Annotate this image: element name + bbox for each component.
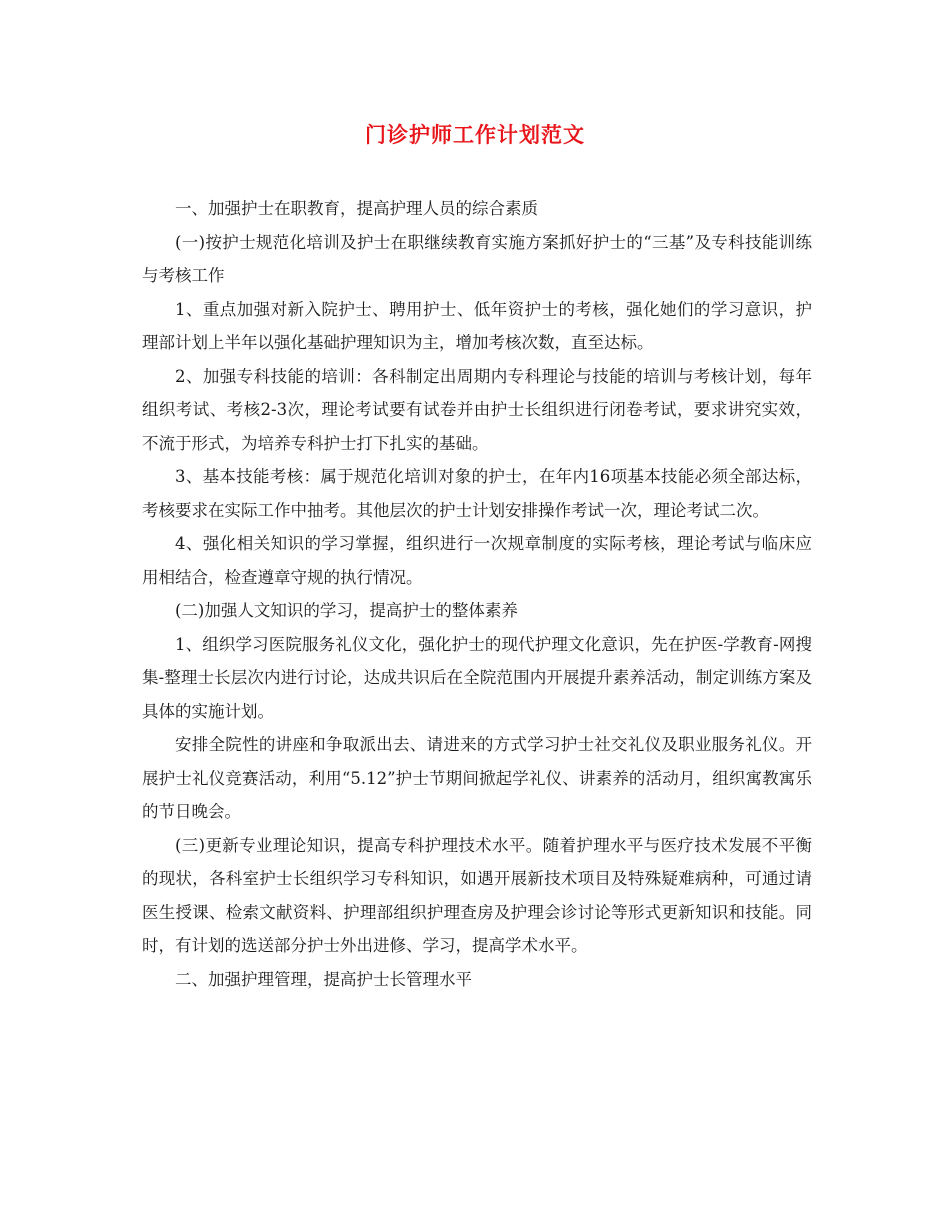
paragraph-subsection-2-item-1: 1、组织学习医院服务礼仪文化，强化护士的现代护理文化意识，先在护医-学教育-网搜集-整理士长层次内进行讨论，达成共识后在全院范围内开展提升素养活动，制定训练方案及具体的实施计划。 bbox=[142, 634, 812, 721]
paragraph-item-4: 4、强化相关知识的学习掌握，组织进行一次规章制度的实际考核，理论考试与临床应用相结合，检查遵章守规的执行情况。 bbox=[142, 534, 812, 587]
paragraph-subsection-2-heading: (二)加强人文知识的学习，提高护士的整体素养 bbox=[175, 601, 518, 620]
paragraph-etiquette-activities: 安排全院性的讲座和争取派出去、请进来的方式学习护士社交礼仪及职业服务礼仪。开展护士礼仪竞赛活动，利用“5.12”护士节期间掀起学礼仪、讲素养的活动月，组织寓教寓乐的节日晚会。 bbox=[142, 735, 812, 821]
paragraph-item-3: 3、基本技能考核：属于规范化培训对象的护士，在年内16项基本技能必须全部达标，考核要求在实际工作中抽考。其他层次的护士计划安排操作考试一次，理论考试二次。 bbox=[142, 467, 812, 520]
paragraph-subsection-1-heading: (一)按护士规范化培训及护士在职继续教育实施方案抓好护士的“三基”及专科技能训练与考核工作 bbox=[142, 232, 812, 285]
paragraph-subsection-3: (三)更新专业理论知识，提高专科护理技术水平。随着护理水平与医疗技术发展不平衡的现状，各科室护士长组织学习专科知识，如遇开展新技术项目及特殊疑难病种，可通过请医生授课、检索文献资料、护理部组织护理查房及护理会诊讨论等形式更新知识和技能。同时，有计划的选送部分护士外出进修、学习，提高学术水平。 bbox=[142, 835, 812, 955]
paragraph-item-2: 2、加强专科技能的培训：各科制定出周期内专科理论与技能的培训与考核计划，每年组织考试、考核2-3次，理论考试要有试卷并由护士长组织进行闭卷考试，要求讲究实效，不流于形式，为培养专科护士打下扎实的基础。 bbox=[142, 366, 812, 453]
paragraph-section-2-heading: 二、加强护理管理，提高护士长管理水平 bbox=[175, 969, 472, 989]
document-body bbox=[142, 192, 812, 996]
document-title: 门诊护师工作计划范文 bbox=[365, 123, 585, 147]
paragraph-section-1-heading: 一、加强护士在职教育，提高护理人员的综合素质 bbox=[175, 199, 538, 218]
paragraph-item-1: 1、重点加强对新入院护士、聘用护士、低年资护士的考核，强化她们的学习意识，护理部计划上半年以强化基础护理知识为主，增加考核次数，直至达标。 bbox=[142, 299, 812, 352]
